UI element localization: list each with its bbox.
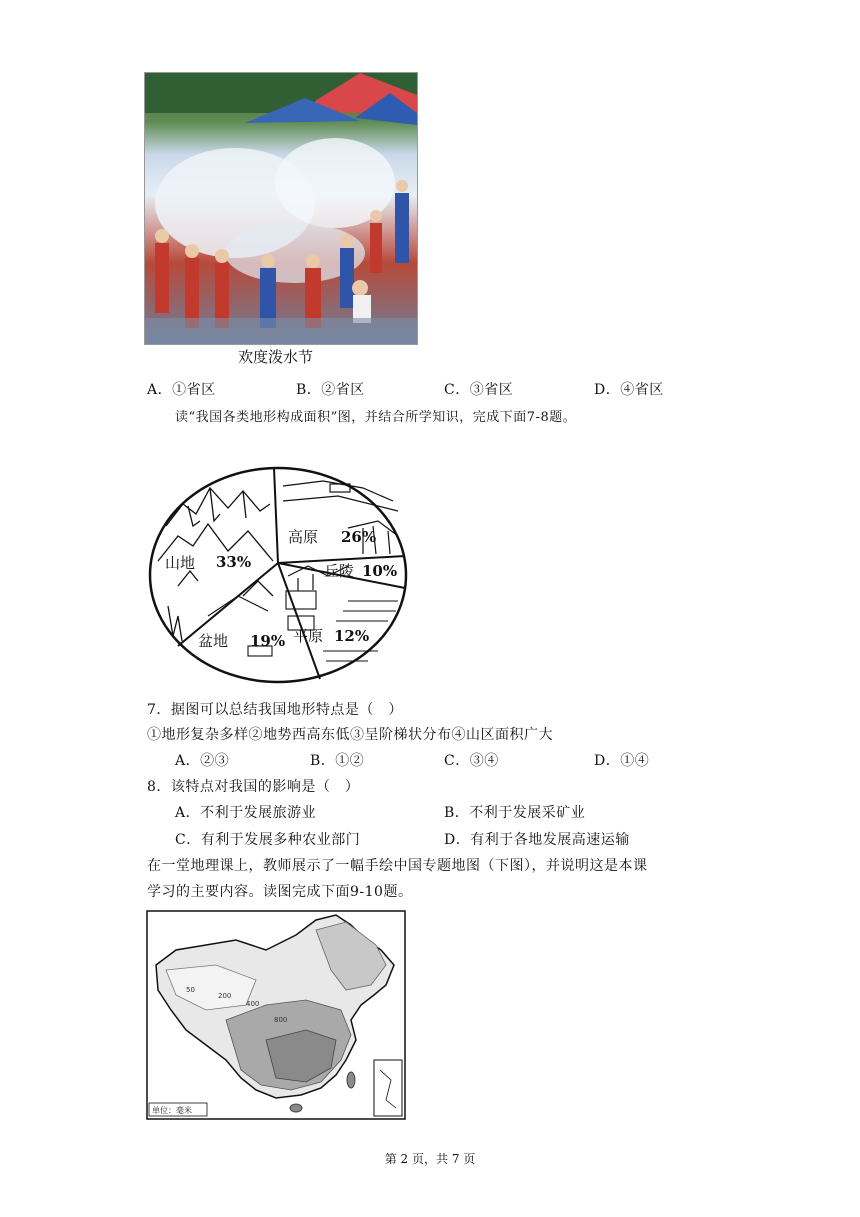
map-unit-label: 单位：毫米 [152, 1106, 192, 1115]
pie-label-hills: 丘陵 [324, 562, 355, 580]
option-b: B．②省区 [296, 382, 365, 398]
pie-value-hills: 10% [362, 562, 398, 580]
contour-label-400: 400 [246, 1000, 260, 1008]
pie-value-plateau: 26% [341, 528, 377, 546]
contour-label-200: 200 [218, 992, 232, 1000]
contour-label-800: 800 [274, 1016, 288, 1024]
page-footer: 第 2 页，共 7 页 [384, 1152, 476, 1166]
pie-label-mountain: 山地 [165, 554, 196, 572]
q7-option-c: C．③④ [444, 753, 499, 769]
q7-option-a: A．②③ [175, 753, 230, 769]
q7-option-d: D．①④ [594, 753, 650, 769]
pie-label-plain: 平原 [293, 627, 324, 645]
q7-option-b: B．①② [310, 753, 365, 769]
option-c: C．③省区 [444, 382, 514, 398]
pie-value-plain: 12% [334, 627, 370, 645]
q7-statement: ①地形复杂多样②地势西高东低③呈阶梯状分布④山区面积广大 [147, 727, 553, 743]
pie-label-basin: 盆地 [198, 632, 229, 650]
q8-option-b: B．不利于发展采矿业 [444, 805, 586, 821]
q8-stem: 8．该特点对我国的影响是（ ） [147, 779, 360, 795]
option-a: A．①省区 [147, 382, 216, 398]
contour-label-50: 50 [186, 986, 195, 994]
intro-7-8: 读“我国各类地形构成面积”图，并结合所学知识，完成下面7-8题。 [175, 410, 577, 425]
intro-9-10-line2: 学习的主要内容。读图完成下面9-10题。 [147, 884, 413, 900]
pie-label-plateau: 高原 [288, 528, 319, 546]
pie-value-basin: 19% [250, 632, 286, 650]
option-d: D．④省区 [594, 382, 664, 398]
china-precipitation-map [146, 910, 406, 1120]
terrain-pie-chart [148, 466, 408, 684]
q8-option-c: C．有利于发展多种农业部门 [175, 832, 361, 848]
photo-caption: 欢度泼水节 [238, 348, 314, 366]
intro-9-10-line1: 在一堂地理课上，教师展示了一幅手绘中国专题地图（下图），并说明这是本课 [147, 858, 648, 874]
pie-value-mountain: 33% [216, 553, 252, 571]
q7-stem: 7．据图可以总结我国地形特点是（ ） [147, 702, 403, 718]
q8-option-d: D．有利于各地发展高速运输 [444, 832, 630, 848]
q8-option-a: A．不利于发展旅游业 [175, 805, 317, 821]
water-festival-photo [144, 72, 418, 345]
